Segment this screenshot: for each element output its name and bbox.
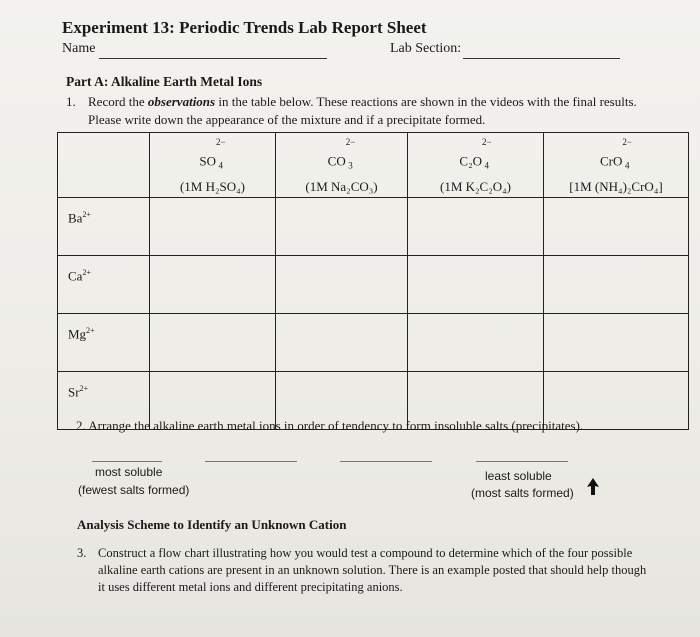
question-1-number: 1.	[66, 94, 76, 109]
observation-cell[interactable]	[150, 314, 276, 372]
column-header	[408, 133, 544, 198]
column-header	[544, 133, 689, 198]
answer-blank-3[interactable]	[340, 461, 432, 462]
observation-cell[interactable]	[544, 198, 689, 256]
analysis-heading: Analysis Scheme to Identify an Unknown Cation	[77, 517, 347, 532]
observation-cell[interactable]	[276, 198, 408, 256]
mouse-pointer-icon	[586, 478, 600, 496]
observation-cell[interactable]	[150, 198, 276, 256]
cation-label: $Ba^{2+}$	[58, 198, 150, 256]
reagent-label: (1M Na₂CO₃)	[305, 179, 378, 195]
question-1-line-1	[88, 93, 637, 111]
lab-section-label: Lab Section:	[390, 41, 462, 56]
observations-table	[57, 132, 689, 430]
observation-cell[interactable]	[408, 256, 544, 314]
page-title: Experiment 13: Periodic Trends Lab Report Sheet	[62, 18, 427, 37]
observation-cell[interactable]	[276, 314, 408, 372]
anion-formula: CrO$^{2-}$ $_4$	[600, 136, 632, 171]
cation-label: $Sr^{2+}$	[58, 372, 150, 430]
observation-cell[interactable]	[408, 198, 544, 256]
most-salts-label: (most salts formed)	[471, 486, 574, 500]
question-3-number: 3.	[77, 546, 87, 560]
cation-label: $Ca^{2+}$	[58, 256, 150, 314]
q1-text-after: in the table below. These reactions are shown in the videos with the final results.	[218, 94, 637, 109]
most-soluble-label: most soluble	[95, 465, 163, 479]
lab-section-blank-line	[463, 58, 620, 59]
table-row	[58, 314, 689, 372]
question-3-line-1: Construct a flow chart illustrating how you would test a compound to determine which of the four possible	[98, 546, 633, 560]
observation-cell[interactable]	[544, 314, 689, 372]
answer-blank-2[interactable]	[205, 461, 297, 462]
observation-cell[interactable]	[276, 256, 408, 314]
cation-label: $Mg^{2+}$	[58, 314, 150, 372]
observation-cell[interactable]	[150, 256, 276, 314]
name-blank-line	[99, 58, 327, 59]
name-label: Name	[62, 41, 96, 56]
anion-formula: $CO^{2-}$ $_3$	[327, 136, 356, 171]
anion-formula: $SO^{2-}$ $_4$	[199, 136, 226, 171]
fewest-salts-label: (fewest salts formed)	[78, 483, 190, 497]
reagent-label: [1M (NH₄)₂CrO₄]	[569, 179, 663, 195]
observation-cell[interactable]	[408, 314, 544, 372]
q1-text-before: Record the	[88, 94, 145, 109]
anion-formula: $C_2O^{2-}$ $_4$	[459, 136, 492, 171]
reagent-label: (1M H₂SO₄)	[179, 179, 246, 195]
table-row	[58, 256, 689, 314]
corner-cell	[58, 133, 150, 198]
table-header-row	[58, 133, 689, 198]
reagent-label: (1M K₂C₂O₄)	[439, 179, 511, 195]
least-soluble-label: least soluble	[485, 469, 552, 483]
table-row	[58, 198, 689, 256]
question-3-line-3: it uses different metal ions and different precipitating anions.	[98, 580, 403, 594]
observation-cell[interactable]	[544, 256, 689, 314]
answer-blank-4[interactable]	[476, 461, 568, 462]
question-1-line-2: Please write down the appearance of the mixture and if a precipitate formed.	[88, 112, 486, 127]
part-a-heading: Part A: Alkaline Earth Metal Ions	[66, 74, 263, 89]
question-2: 2. Arrange the alkaline earth metal ions in order of tendency to form insoluble salts (precipitates).	[76, 418, 584, 433]
column-header	[150, 133, 276, 198]
answer-blank-1[interactable]	[92, 461, 162, 462]
q1-emphasis: observations	[147, 94, 216, 109]
question-3-line-2: alkaline earth cations are present in an unknown solution. There is an example posted that should help though	[98, 563, 647, 577]
column-header	[276, 133, 408, 198]
